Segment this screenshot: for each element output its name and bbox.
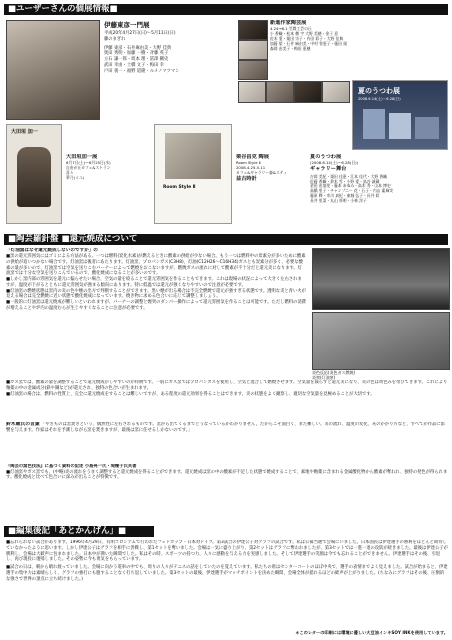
shintoku-title: 新進作家陶芸展	[270, 20, 307, 26]
oda-venue: 自由が丘カフェ&ストラン 喜々	[66, 164, 111, 175]
kiln-heading: 「灯油窯はなぜ還元焼成しないのですか」の	[6, 248, 98, 253]
kiln-photo-caption: 炎色反応(炎色ガス燃焼) 炎窯(灯油窯)	[312, 370, 356, 380]
room-style-flyer-card	[154, 124, 232, 224]
kiln-body: ■窯の還元雰囲気にはゴミによる方法がある。一つは燃料(炭化水素)が燃えるときに酸素の供給が少ない場合。もう一つは燃料中の炭素分が多いために酸素の供給が追いつかない場合です。灯油窯は後者にあたります。灯油窯、プロパンガス(C3H8)、灯油(C12H26〜C16H34)ガスとも炭素分が多く、必要な酸素の量が多いので、灯油窯では空気を送りこむバーナーによって燃焼をおこないますが、燃焼ガスの流れに対して酸素が不十分だと還元炎になります。灯油窯では十分な空気を送りこんでいるので、酸化焼成になることが多いのです。 ■しかし窯内部の雰囲気を還元に偏らせたい場合、空気の量を絞ることで還元雰囲気を作ることもできます。これは現場の状況によって大きく左右されますが、温度が下がるとともに還元雰囲気が強まる傾向にあります。特に低温では還元が強くなりやすいので注意が必要です。 ■灯油窯の燃焼状態は窯内の炎の色や煙の出方で判断することができます。黒い煙が出る場合は不完全燃焼で還元が強すぎる状態です。透明な炎と青い火が見える場合は完全燃焼に近い状態で酸化焼成になっています。焼き物に求める色合いに応じて調整しましょう。 ■一般的に灯油窯は還元焼成が難しいといわれますが、バーナーの調整と煙突のダンパー操作によって還元雰囲気を作ることは可能です。ただし燃料の消費が増えることや炉内の温度むらが生じやすくなることに注意が必要です。	[6, 254, 306, 311]
shintoku-members-4: 森岡 由美子・梅田 恵穂	[270, 45, 311, 51]
suzuki-quote-block	[6, 422, 448, 460]
oda-flyer-vase	[17, 147, 51, 207]
room-style-flyer-title: Room Style Ⅱ	[163, 185, 196, 190]
ceramic-photo-ito	[6, 20, 100, 120]
natsu-exhibition-info	[310, 154, 448, 232]
room-period: 2008.4.25-5.11	[236, 164, 266, 170]
ito-venue: 藤のまぎれ	[104, 36, 126, 42]
thumb-row-3	[294, 81, 322, 103]
ito-date: 平成20年4月27日(日)〜5月11日(日)	[104, 31, 176, 37]
room-venue-2: 益古時計	[236, 175, 257, 182]
room-exhibition-info	[236, 154, 306, 224]
natsu-flyer-image-1	[363, 109, 385, 139]
room-subtitle: Room Style Ⅱ	[236, 159, 261, 165]
thumb-shintoku-3	[238, 60, 268, 80]
reference-body: ■灯油窯やガス窯でも、(中略)炎の流れをうまく調整すると還元焼成を得ることができます。還元焼成は窯の中の酸素が不足した状態で焼成することで、素地や釉薬に含まれる金属酸化物から酸素が奪われ、独特の発色が得られます。酸化焼成と比べて色合いに深みが出ることが特徴です。	[6, 469, 448, 481]
shintoku-members-1: 小 香織・松本 徹 宇 大野 美穂・金子 意	[270, 30, 338, 36]
kiln-article-part2	[6, 380, 448, 420]
kiln-body-2: ■ガス窯では、酸素の量を調整することで還元焼成がしやすいのが特徴です。一般にガス窯ではプロパンガスを使用し、空気と混合して燃焼させます。空気量を減らすと還元炎になり、炎の色は黄色みを帯びてきます。これにより釉薬の中の金属成分(鉄や銅など)が還元され、独特の色合いが生まれます。 ■灯油窯の場合は、燃料の性質上、完全に還元焼成をすることは難しいですが、ある程度の還元効果を得ることはできます。炎の状態をよく観察し、適切な空気量を見極めることが大切です。	[6, 380, 448, 397]
shintoku-members-2: 佐木 愛・栗田 宗子・内田 彩子・大野 佳典	[270, 35, 344, 41]
room-title: 栗谷昌克 陶展	[236, 154, 269, 160]
section-header-editors-note: ■編集後記「あとかんげん」■	[4, 526, 154, 537]
shintoku-members-3: 加藤 望・石井 麻由美・中村 智恵子・藤田 規	[270, 40, 347, 46]
soy-ink-footnote: ＊このレターの印刷には環境に優しい大豆油インキSOY INKを使用しています。	[295, 630, 448, 635]
natsu-flyer-card	[352, 80, 448, 150]
room-style-flyer-image	[165, 133, 221, 179]
thumb-row-1	[238, 81, 266, 103]
oda-exhibition-info	[66, 154, 152, 214]
natsu-flyer-title: 夏のうつわ展	[358, 87, 400, 95]
oda-venue-2: 夢乃(ミユ)	[66, 174, 85, 180]
oda-title: 大田垣加一展	[66, 154, 98, 160]
reference-heading: 『陶芸の窯色技法』に基づく資料の記述 小島亮一氏・堤樓子氏共著	[6, 464, 137, 469]
editors-note-body	[6, 540, 448, 628]
reference-block	[6, 464, 448, 512]
shintoku-exhibition-info	[270, 20, 448, 80]
thumb-row-2	[266, 81, 294, 103]
natsu-flyer-image-3	[415, 117, 439, 139]
kiln-article-part1	[6, 248, 306, 378]
section-header-kiln-reduction: ■陶芸羅針盤 ■還元焼成について	[4, 234, 448, 245]
suzuki-heading: 鈴木蔵氏の言葉	[6, 422, 40, 427]
natsu-title: 夏のうつわ展	[310, 154, 342, 160]
ito-exhibition-info	[104, 21, 234, 119]
section-header-user-exhibitions: ■ユーザーさんの個展情報■	[4, 4, 448, 15]
thumb-shintoku-1	[238, 20, 268, 40]
oda-flyer-card	[6, 124, 62, 224]
oda-flyer-title: 大田垣 加一	[11, 129, 38, 135]
thumb-shintoku-2	[238, 40, 268, 60]
natsu-period: (2008.6.14(土)〜6.28(日))	[310, 159, 359, 165]
natsu-flyer-date: 2008.6.14(土)〜6.28(日)	[358, 97, 401, 101]
editors-note-para-1: ■忘れられない試合があります。1996年4月29日、有明コロシアムで行われたフェドカップ・日本対ドイツ。第3試合の伊達公子対グラフの試合です。私は公募当選で会場にいました。日本国民は伊達選手の勝利をほとんど期待していなかったように思います。しかし伊達公子はグラフを相手に善戦し、第1セットを奪いました。会場は一気に盛り上がり、第2セットはグラフに奪われましたが、第3セットでは一進一退の攻防が続きました。最後は伊達公子が勝利し、会場は大歓声に包まれました。日本中が沸いた瞬間でした。私はその時、スポーツの持つ力、人々に感動を与える力を実感しました。そして伊達選手の笑顔は今でも忘れることができません。伊達選手はその後、引退し、再び現役に復帰しました。その姿勢に今も勇気をもらっています。	[6, 540, 448, 563]
editors-note-para-2: ■試合の日は、朝から晴れ渡っていました。会場に向かう電車の中でも、周りの人々がテニスの話をしていたのを覚えています。私たちの席はセンターコートのほぼ中央で、選手の表情までよく見えました。試合が始まると、伊達選手の集中力は素晴らしく、グラフの強打にも臆することなく打ち返していました。第3セットの最後、伊達選手がマッチポイントを決めた瞬間、会場全体が揺れるほどの歓声が上がりました。(ちなみにグラフはその後、圧倒的な強さで世界の頂点に立ち続けました。)	[6, 565, 448, 582]
ito-title: 伊藤東彦一門展	[104, 21, 150, 29]
suzuki-body: 「やきものは窯焚きという、偶然性に左右されるものです。窯から出てくるまでどうなっているかわかりません。だからこそ面白く、また難しい。炎の流れ、温度の変化、灰のかかり方など、すべてが作品に影響を与えます。作家はそれを予測しながら窯を焚きますが、最後は窯に任せるしかないのです。」	[6, 422, 445, 434]
natsu-flyer-image-2	[389, 113, 411, 139]
thumb-row-4	[322, 81, 350, 103]
kiln-photo-1	[312, 248, 450, 310]
oda-date: 6月7日(土)〜6月25日(水)	[66, 159, 111, 165]
ito-members: 伊藤 東彦・石井麻由美・大野 佳典 奥田 秀明・加藤 一樹・斉藤 英子 立石 謙一郎・坂本 理・冨澤 剛史 武田 幸由・土橋 文子・梅田 幸 戸田 義一・福野 道隆・ルメノマツマン	[104, 45, 180, 74]
room-venue: カフェ&ギャラリー森&スティ	[236, 169, 287, 175]
natsu-venue: ギャラリー舞台	[310, 165, 347, 172]
kiln-photo-2	[312, 312, 450, 370]
natsu-members: 吉岡 美紀・栗田 佳恵・江本 佳代・大野 香織 佐藤 香織・鈴木 雪・小野 愛・鳥谷 誠蔵 金田 由加里・藤本 あゆみ・高木 秀・山本 博史 高橋 里子・チャンプニー 花・石子・内山 素麻実 藤原 輝・市川 真紀・東城 弘子・長井 彩 長井 里菜・丸山 厚明・小林 淳子	[310, 173, 394, 204]
shintoku-date: 4.24→6.1 笠間工芸の丘	[270, 25, 312, 31]
